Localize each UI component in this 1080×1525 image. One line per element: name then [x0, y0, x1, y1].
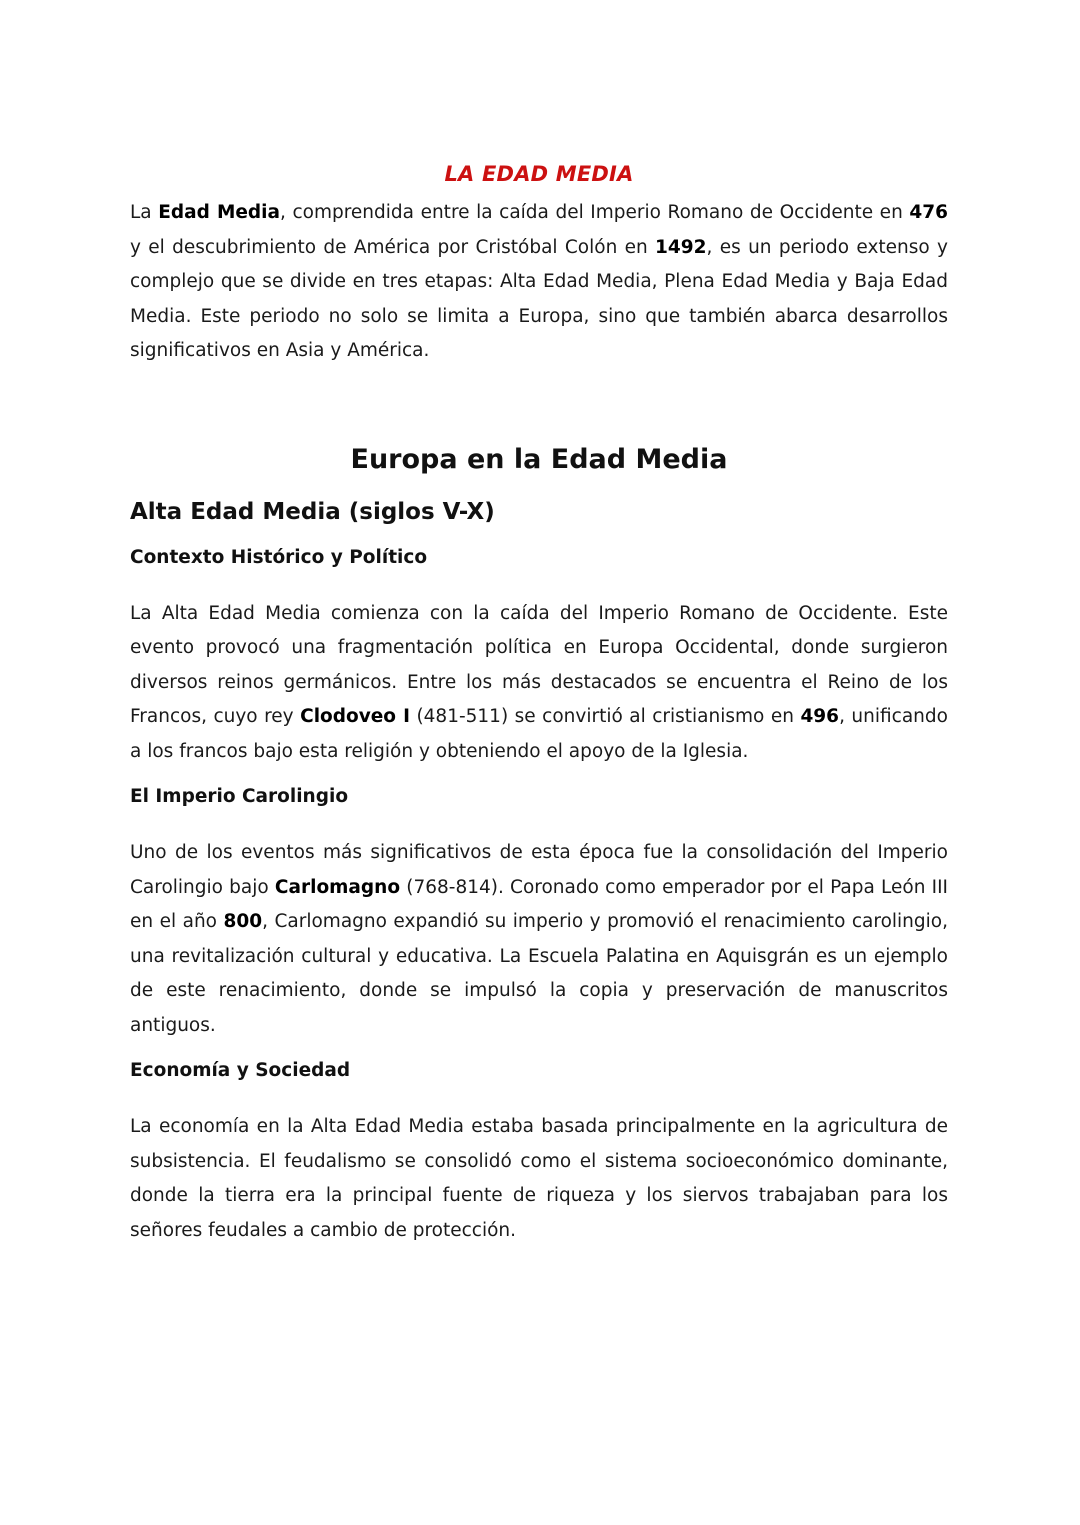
intro-paragraph	[130, 196, 948, 369]
text-run: , es un periodo extenso y complejo que se divide en tres etapas: Alta Edad Media, Plena Edad Media y Baja Edad Media. Este periodo no solo se limita a Europa, sino que también abarca desarrollos significativos en Asia y América.	[130, 236, 948, 361]
text-run: La economía en la Alta Edad Media estaba basada principalmente en la agricultura de subsistencia. El feudalismo se consolidó como el sistema socioeconómico dominante, donde la tierra era la principal fuente de riqueza y los siervos trabajaban para los señores feudales a cambio de protección.	[130, 1116, 948, 1241]
economy-heading: Economía y Sociedad	[130, 1060, 351, 1081]
bold-text: Carlomagno	[274, 876, 401, 898]
bold-text: 496	[800, 706, 840, 727]
bold-text: 1492	[655, 236, 707, 258]
economy-paragraph	[130, 1110, 948, 1248]
document-title: LA EDAD MEDIA	[444, 162, 634, 186]
bold-text: Edad Media	[158, 202, 281, 223]
text-run: , Carlomagno expandió su imperio y promovió el renacimiento carolingio, una revitalización cultural y educativa. La Escuela Palatina en Aquisgrán es un ejemplo de este renacimiento, donde se impulsó la copia y preservación de manuscritos antiguos.	[130, 911, 948, 1036]
subsection-title: Alta Edad Media (siglos V-X)	[130, 498, 495, 525]
bold-text: Clodoveo I	[300, 706, 410, 727]
text-run: Uno de los eventos más significativos de esta época fue la consolidación del Imperio Carolingio bajo	[130, 842, 948, 898]
text-run: La Alta Edad Media comienza con la caída del Imperio Romano de Occidente. Este evento provocó una fragmentación política en Europa Occidental, donde surgieron diversos reinos germánicos. Entre los más destacados se encuentra el Reino de los Francos, cuyo rey	[130, 602, 948, 727]
bold-text: 800	[223, 911, 263, 932]
text-run: (768-814). Coronado como emperador por el Papa León III en el año	[130, 876, 949, 932]
text-run: (481-511) se convirtió al cristianismo en	[409, 706, 801, 727]
document-page	[130, 156, 948, 1248]
bold-text: 476	[909, 202, 948, 223]
text-run: , unificando a los francos bajo esta religión y obteniendo el apoyo de la Iglesia.	[130, 706, 948, 762]
section-title: Europa en la Edad Media	[350, 443, 728, 475]
context-paragraph	[130, 597, 948, 770]
text-run: y el descubrimiento de América por Cristóbal Colón en	[130, 236, 656, 258]
carolingian-paragraph	[130, 836, 948, 1043]
context-heading: Contexto Histórico y Político	[130, 546, 428, 568]
text-run: , comprendida entre la caída del Imperio Romano de Occidente en	[280, 202, 910, 223]
carolingian-heading: El Imperio Carolingio	[130, 786, 349, 807]
text-run: La	[130, 202, 159, 223]
